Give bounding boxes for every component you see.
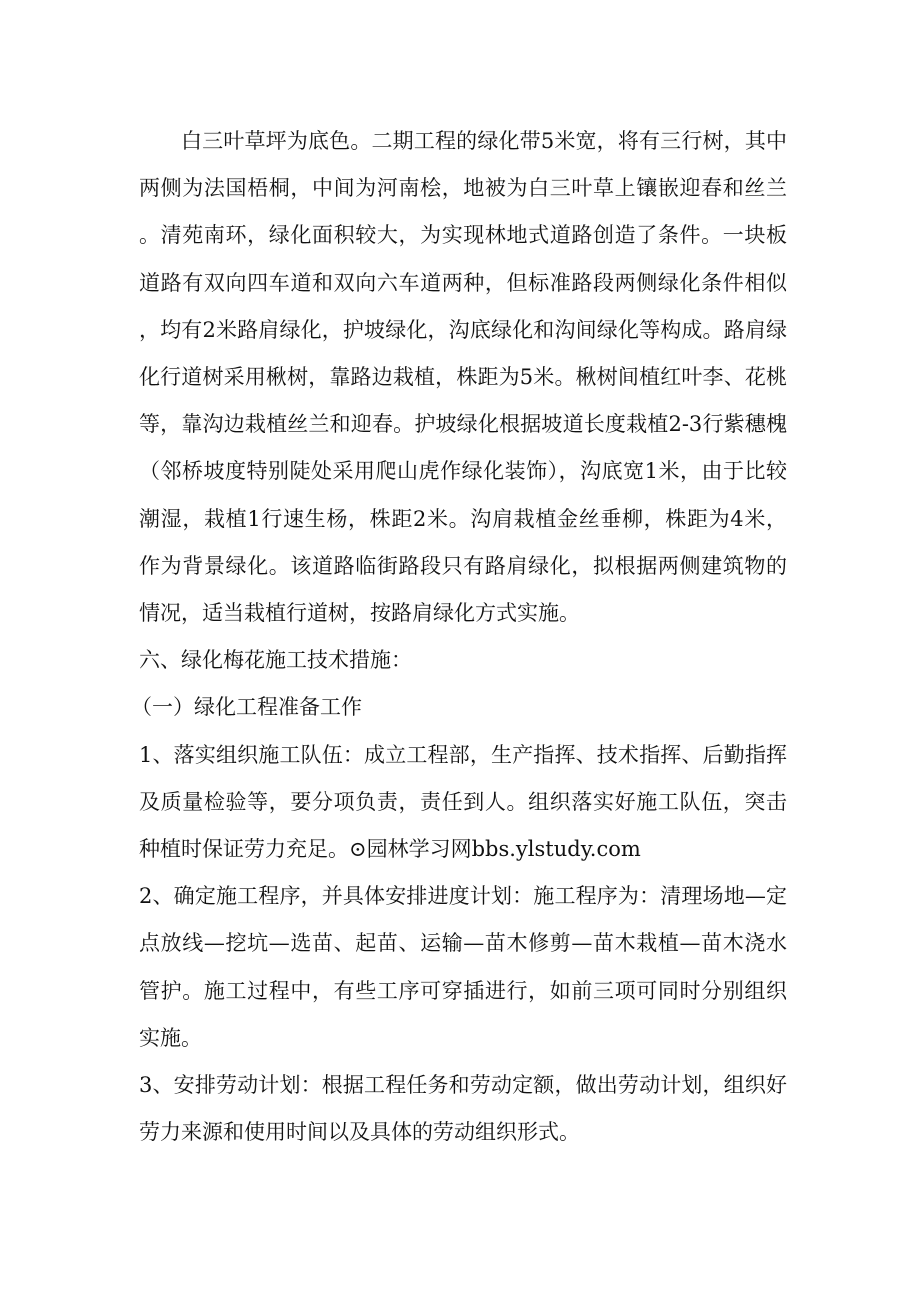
subsection-heading-one: （一）绿化工程准备工作	[131, 695, 362, 720]
list-item-2: 2、确定施工程序，并具体安排进度计划：施工程序为：清理场地—定点放线—挖坑—选苗、起苗、运输—苗木修剪—苗木栽植—苗木浇水管护。施工过程中，有些工序可穿插进行，如前三项可同时分别组织实施。	[139, 884, 787, 1050]
document-body	[131, 118, 787, 1156]
list-item-1: 1、落实组织施工队伍：成立工程部，生产指挥、技术指挥、后勤指挥及质量检验等，要分项负责，责任到人。组织落实好施工队伍，突击种植时保证劳力充足。⊙园林学习网bbs.ylstudy.com	[139, 742, 787, 862]
section-heading-six: 六、绿化梅花施工技术措施：	[139, 648, 412, 673]
paragraph-greening-description: 白三叶草坪为底色。二期工程的绿化带5米宽，将有三行树，其中两侧为法国梧桐，中间为河南桧，地被为白三叶草上镶嵌迎春和丝兰。清苑南环，绿化面积较大，为实现林地式道路创造了条件。一块板道路有双向四车道和双向六车道两种，但标准路段两侧绿化条件相似，均有2米路肩绿化，护坡绿化，沟底绿化和沟间绿化等构成。路肩绿化行道树采用楸树，靠路边栽植，株距为5米。楸树间植红叶李、花桃等，靠沟边栽植丝兰和迎春。护坡绿化根据坡道长度栽植2-3行紫穗槐（邻桥坡度特别陡处采用爬山虎作绿化装饰），沟底宽1米，由于比较潮湿，栽植1行速生杨，株距2米。沟肩栽植金丝垂柳，株距为4米，作为背景绿化。该道路临街路段只有路肩绿化，拟根据两侧建筑物的情况，适当栽植行道树，按路肩绿化方式实施。	[139, 129, 787, 626]
list-item-3: 3、安排劳动计划：根据工程任务和劳动定额，做出劳动计划，组织好劳力来源和使用时间以及具体的劳动组织形式。	[139, 1073, 787, 1145]
